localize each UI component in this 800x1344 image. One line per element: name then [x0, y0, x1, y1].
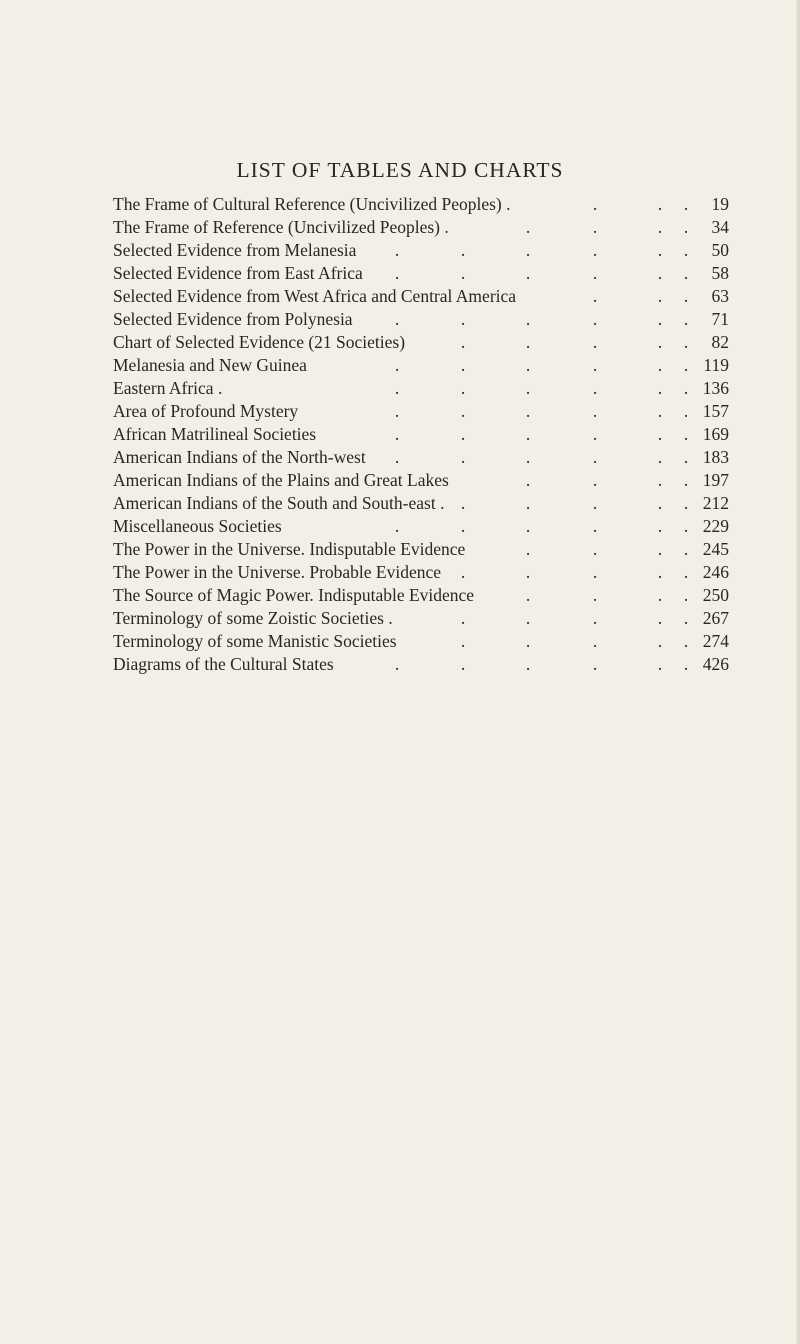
toc-entry-page-number: 197	[702, 470, 729, 490]
toc-entry-title: Chart of Selected Evidence (21 Societies)	[113, 332, 406, 352]
leader-dot: .	[460, 562, 466, 582]
toc-entry-page-number: 250	[702, 585, 729, 605]
leader-dot: .	[657, 631, 663, 651]
leader-dot: .	[657, 654, 663, 674]
leader-dot: .	[683, 217, 689, 237]
toc-entry-title: African Matrilineal Societies	[113, 424, 317, 444]
leader-dot: .	[525, 240, 531, 260]
toc-entry-page-number: 183	[702, 447, 729, 467]
toc-entry	[0, 515, 800, 538]
leader-dot: .	[657, 286, 663, 306]
leader-dot: .	[683, 194, 689, 214]
leader-dot: .	[657, 194, 663, 214]
leader-dot: .	[657, 562, 663, 582]
toc-entry-page-number: 50	[711, 240, 729, 260]
leader-dot: .	[592, 240, 598, 260]
leader-dot: .	[460, 493, 466, 513]
toc-entry-title: Eastern Africa .	[113, 378, 223, 398]
leader-dot: .	[683, 585, 689, 605]
toc-entry	[0, 607, 800, 630]
leader-dot: .	[525, 447, 531, 467]
leader-dot: .	[525, 309, 531, 329]
leader-dot: .	[592, 309, 598, 329]
toc-entry-page-number: 245	[702, 539, 729, 559]
toc-entry	[0, 354, 800, 377]
toc-entry-title: American Indians of the Plains and Great Lakes	[113, 470, 449, 490]
toc-entry-page-number: 426	[702, 654, 729, 674]
leader-dot: .	[592, 217, 598, 237]
leader-dot: .	[657, 424, 663, 444]
leader-dot: .	[683, 355, 689, 375]
leader-dot: .	[683, 401, 689, 421]
leader-dot: .	[657, 539, 663, 559]
toc-entry	[0, 400, 800, 423]
leader-dot: .	[683, 286, 689, 306]
toc-entry	[0, 331, 800, 354]
toc-entry-page-number: 63	[711, 286, 729, 306]
toc-entry	[0, 308, 800, 331]
leader-dot: .	[683, 332, 689, 352]
leader-dot: .	[683, 378, 689, 398]
leader-dot: .	[657, 309, 663, 329]
toc-entry-page-number: 169	[702, 424, 729, 444]
leader-dot: .	[525, 516, 531, 536]
toc-entry-title: Terminology of some Manistic Societies	[113, 631, 397, 651]
leader-dot: .	[525, 470, 531, 490]
leader-dot: .	[592, 562, 598, 582]
leader-dot: .	[683, 263, 689, 283]
leader-dot: .	[683, 240, 689, 260]
toc-entry	[0, 262, 800, 285]
leader-dot: .	[683, 447, 689, 467]
toc-entry-title: Selected Evidence from Melanesia	[113, 240, 357, 260]
leader-dot: .	[394, 401, 400, 421]
leader-dot: .	[592, 355, 598, 375]
leader-dot: .	[592, 332, 598, 352]
leader-dot: .	[592, 493, 598, 513]
leader-dot: .	[394, 424, 400, 444]
leader-dot: .	[657, 493, 663, 513]
toc-entry-page-number: 212	[702, 493, 729, 513]
toc-entry	[0, 469, 800, 492]
toc-entry-title: Selected Evidence from East Africa	[113, 263, 363, 283]
toc-entry-title: Area of Profound Mystery	[113, 401, 299, 421]
leader-dot: .	[657, 608, 663, 628]
leader-dot: .	[394, 447, 400, 467]
toc-entry-title: Melanesia and New Guinea	[113, 355, 307, 375]
leader-dot: .	[592, 470, 598, 490]
toc-entry-page-number: 119	[703, 355, 729, 375]
toc-entry	[0, 193, 800, 216]
toc-entry-page-number: 82	[711, 332, 729, 352]
toc-entry-page-number: 71	[711, 309, 729, 329]
toc-entry	[0, 492, 800, 515]
leader-dot: .	[394, 378, 400, 398]
leader-dot: .	[394, 240, 400, 260]
leader-dot: .	[525, 424, 531, 444]
toc-entry-title: The Source of Magic Power. Indisputable Evidence	[113, 585, 475, 605]
leader-dot: .	[460, 631, 466, 651]
leader-dot: .	[592, 401, 598, 421]
leader-dot: .	[460, 516, 466, 536]
leader-dot: .	[657, 355, 663, 375]
leader-dot: .	[460, 240, 466, 260]
leader-dot: .	[657, 401, 663, 421]
leader-dot: .	[657, 217, 663, 237]
leader-dot: .	[657, 240, 663, 260]
leader-dot: .	[592, 378, 598, 398]
toc-entry-title: The Frame of Reference (Uncivilized Peoples) .	[113, 217, 449, 237]
toc-entry-title: Selected Evidence from Polynesia	[113, 309, 353, 329]
toc-entry-title: Selected Evidence from West Africa and Central America	[113, 286, 517, 306]
leader-dot: .	[394, 309, 400, 329]
leader-dot: .	[683, 562, 689, 582]
leader-dot: .	[460, 447, 466, 467]
leader-dot: .	[657, 447, 663, 467]
leader-dot: .	[460, 355, 466, 375]
toc-entry-title: American Indians of the North-west	[113, 447, 366, 467]
toc-entry-title: The Power in the Universe. Indisputable Evidence	[113, 539, 466, 559]
leader-dot: .	[683, 631, 689, 651]
leader-dot: .	[683, 424, 689, 444]
leader-dot: .	[394, 654, 400, 674]
leader-dot: .	[460, 608, 466, 628]
leader-dot: .	[592, 585, 598, 605]
leader-dot: .	[683, 309, 689, 329]
toc-entry-title: Diagrams of the Cultural States	[113, 654, 334, 674]
leader-dot: .	[460, 424, 466, 444]
leader-dot: .	[525, 401, 531, 421]
toc-entry-page-number: 157	[702, 401, 729, 421]
leader-dot: .	[592, 516, 598, 536]
toc-entry-title: Miscellaneous Societies	[113, 516, 282, 536]
leader-dot: .	[460, 378, 466, 398]
toc-entry	[0, 653, 800, 676]
toc-entry-page-number: 136	[702, 378, 729, 398]
leader-dot: .	[525, 585, 531, 605]
toc-entry-page-number: 34	[711, 217, 729, 237]
leader-dot: .	[460, 332, 466, 352]
leader-dot: .	[394, 355, 400, 375]
leader-dot: .	[394, 263, 400, 283]
toc-entry	[0, 538, 800, 561]
leader-dot: .	[657, 516, 663, 536]
toc-entry	[0, 377, 800, 400]
leader-dot: .	[657, 378, 663, 398]
leader-dot: .	[525, 654, 531, 674]
toc-entry-title: The Power in the Universe. Probable Evidence	[113, 562, 442, 582]
leader-dot: .	[592, 447, 598, 467]
leader-dot: .	[460, 401, 466, 421]
toc-entry-page-number: 246	[702, 562, 729, 582]
leader-dot: .	[657, 585, 663, 605]
leader-dot: .	[525, 539, 531, 559]
toc-entry	[0, 446, 800, 469]
toc-entry	[0, 216, 800, 239]
leader-dot: .	[683, 608, 689, 628]
leader-dot: .	[525, 562, 531, 582]
leader-dot: .	[525, 217, 531, 237]
leader-dot: .	[683, 654, 689, 674]
leader-dot: .	[592, 194, 598, 214]
leader-dot: .	[657, 263, 663, 283]
leader-dot: .	[592, 263, 598, 283]
leader-dot: .	[683, 493, 689, 513]
toc-entry-page-number: 229	[702, 516, 729, 536]
leader-dot: .	[525, 332, 531, 352]
leader-dot: .	[460, 654, 466, 674]
leader-dot: .	[592, 539, 598, 559]
leader-dot: .	[525, 493, 531, 513]
toc-entry-page-number: 267	[702, 608, 729, 628]
toc-entry-page-number: 274	[702, 631, 729, 651]
toc-entry	[0, 423, 800, 446]
leader-dot: .	[525, 263, 531, 283]
leader-dot: .	[394, 516, 400, 536]
toc-entry-title: The Frame of Cultural Reference (Uncivilized Peoples) .	[113, 194, 511, 214]
toc-entry	[0, 584, 800, 607]
leader-dot: .	[525, 355, 531, 375]
toc-entry-page-number: 58	[711, 263, 729, 283]
leader-dot: .	[525, 631, 531, 651]
toc-entry	[0, 239, 800, 262]
page-title: LIST OF TABLES AND CHARTS	[236, 158, 564, 182]
toc-entry-page-number: 19	[711, 194, 729, 214]
leader-dot: .	[683, 539, 689, 559]
leader-dot: .	[683, 516, 689, 536]
toc-entry	[0, 285, 800, 308]
leader-dot: .	[460, 263, 466, 283]
leader-dot: .	[592, 654, 598, 674]
leader-dot: .	[592, 608, 598, 628]
leader-dot: .	[592, 631, 598, 651]
leader-dot: .	[657, 470, 663, 490]
leader-dot: .	[592, 424, 598, 444]
toc-entry	[0, 561, 800, 584]
leader-dot: .	[657, 332, 663, 352]
toc-entry-title: Terminology of some Zoistic Societies .	[113, 608, 393, 628]
leader-dot: .	[460, 309, 466, 329]
toc-entry-title: American Indians of the South and South-east .	[113, 493, 445, 513]
leader-dot: .	[525, 608, 531, 628]
leader-dot: .	[592, 286, 598, 306]
leader-dot: .	[525, 378, 531, 398]
table-of-contents-list	[0, 193, 800, 676]
leader-dot: .	[683, 470, 689, 490]
toc-entry	[0, 630, 800, 653]
